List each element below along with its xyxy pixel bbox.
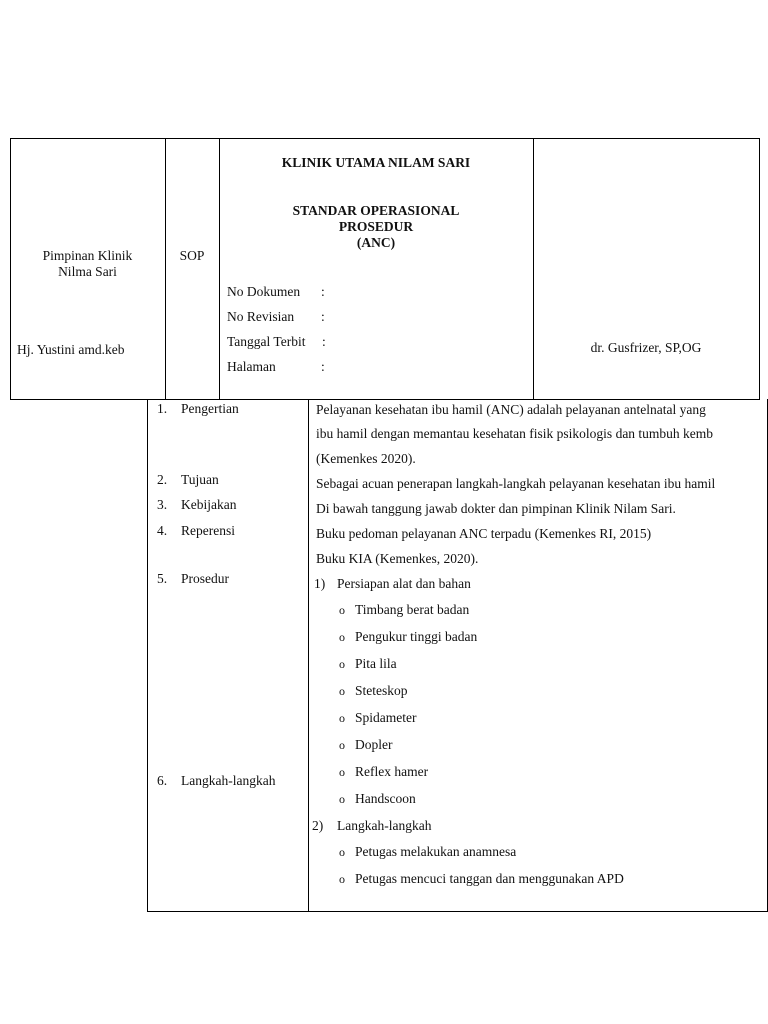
alat-item: Steteskop	[355, 683, 408, 698]
doc-title-line3: (ANC)	[356, 235, 396, 250]
langkah-item: Petugas melakukan anamnesa	[355, 844, 517, 859]
doc-title-line1: STANDAR OPERASIONAL	[292, 203, 460, 218]
kebijakan-text: Di bawah tanggung jawab dokter dan pimpinan Klinik Nilam Sari.	[316, 501, 676, 516]
field-label-tanggal-terbit: Tanggal Terbit	[227, 334, 306, 349]
bullet-icon: o	[339, 711, 345, 725]
bullet-icon: o	[339, 657, 345, 671]
alat-item: Timbang berat badan	[355, 602, 470, 617]
referensi-line: Buku pedoman pelayanan ANC terpadu (Kemenkes RI, 2015)	[316, 526, 652, 541]
step-number: 2)	[312, 818, 324, 833]
tujuan-text: Sebagai acuan penerapan langkah-langkah pelayanan kesehatan ibu hamil	[316, 476, 716, 491]
bullet-icon: o	[339, 630, 345, 644]
leader-title-line2: Nilma Sari	[58, 264, 117, 279]
section-num: 4.	[157, 523, 168, 538]
section-num: 5.	[157, 571, 168, 586]
alat-item: Spidameter	[355, 710, 417, 725]
leader-title-line1: Pimpinan Klinik	[42, 248, 133, 263]
pengertian-line: Pelayanan kesehatan ibu hamil (ANC) adalah pelayanan antelnatal yang	[316, 402, 706, 417]
field-sep: :	[321, 309, 325, 324]
section-label-langkah: Langkah-langkah	[181, 773, 276, 788]
doc-title-line2: PROSEDUR	[338, 219, 414, 234]
field-sep: :	[322, 334, 326, 349]
doctor-signer: dr. Gusfrizer, SP,OG	[590, 340, 702, 355]
section-label-referensi: Reperensi	[181, 523, 235, 538]
field-label-no-revisian: No Revisian	[227, 309, 295, 324]
section-num: 1.	[157, 401, 168, 416]
referensi-line: Buku KIA (Kemenkes, 2020).	[316, 551, 479, 566]
bullet-icon: o	[339, 792, 345, 806]
pengertian-line: ibu hamil dengan memantau kesehatan fisik psikologis dan tumbuh kemb	[316, 426, 714, 441]
alat-item: Pengukur tinggi badan	[355, 629, 478, 644]
leader-signer: Hj. Yustini amd.keb	[17, 342, 125, 357]
field-sep: :	[321, 284, 325, 299]
clinic-name: KLINIK UTAMA NILAM SARI	[281, 155, 471, 170]
langkah-item: Petugas mencuci tanggan dan menggunakan APD	[355, 871, 624, 886]
bullet-icon: o	[339, 872, 345, 886]
step-title: Persiapan alat dan bahan	[337, 576, 471, 591]
field-label-halaman: Halaman	[227, 359, 276, 374]
doc-type-label: SOP	[179, 248, 205, 263]
section-num: 3.	[157, 497, 168, 512]
bullet-icon: o	[339, 738, 345, 752]
bullet-icon: o	[339, 684, 345, 698]
bullet-icon: o	[339, 845, 345, 859]
section-label-kebijakan: Kebijakan	[181, 497, 237, 512]
field-label-no-dokumen: No Dokumen	[227, 284, 301, 299]
section-label-pengertian: Pengertian	[181, 401, 239, 416]
step-number: 1)	[314, 576, 326, 591]
section-label-tujuan: Tujuan	[181, 472, 219, 487]
pengertian-line: (Kemenkes 2020).	[316, 451, 416, 466]
section-num: 6.	[157, 773, 168, 788]
field-sep: :	[321, 359, 325, 374]
bullet-icon: o	[339, 603, 345, 617]
step-title: Langkah-langkah	[337, 818, 432, 833]
alat-item: Handscoon	[355, 791, 416, 806]
alat-item: Dopler	[355, 737, 393, 752]
bullet-icon: o	[339, 765, 345, 779]
alat-item: Reflex hamer	[355, 764, 429, 779]
alat-item: Pita lila	[355, 656, 397, 671]
content-column	[309, 399, 768, 911]
section-label-prosedur: Prosedur	[181, 571, 229, 586]
section-num: 2.	[157, 472, 168, 487]
